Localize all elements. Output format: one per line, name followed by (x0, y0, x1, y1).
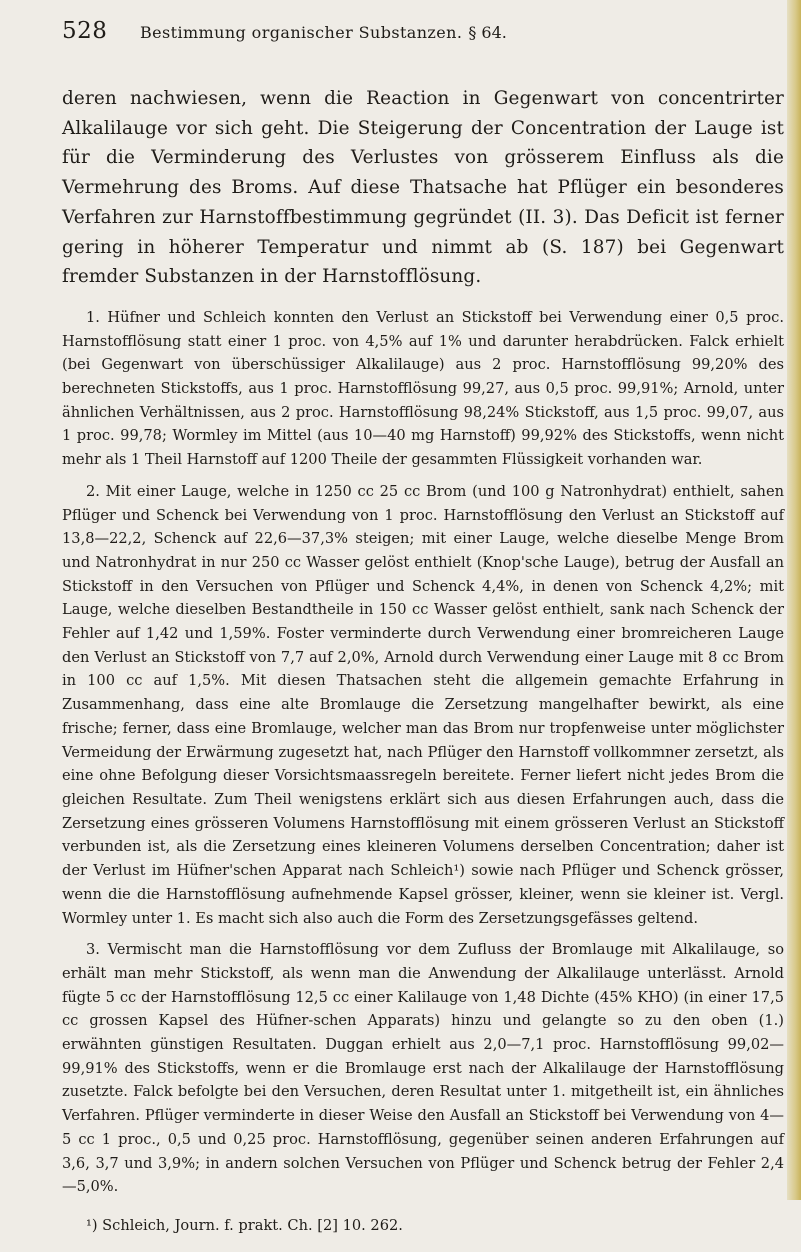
page-edge (787, 0, 801, 1200)
footnote: ¹) Schleich, Journ. f. prakt. Ch. [2] 10. 262. (86, 1216, 403, 1234)
main-paragraph: deren nachwiesen, wenn die Reaction in Gegenwart von concentrirter Alkalilauge vor sich geht. Die Steigerung der Concentration der Lauge ist für die Verminderung des Verlustes von grösserem Einfluss als die Vermehrung des Broms. Auf diese Thatsache hat Pflüger ein besonderes Verfahren zur Harnstoffbestimmung gegründet (II. 3). Das Deficit ist ferner gering in höherer Temperatur und nimmt ab (S. 187) bei Gegenwart fremder Substanzen in der Harnstofflösung. (62, 88, 784, 288)
note-3: 3. Vermischt man die Harnstofflösung vor dem Zufluss der Bromlauge mit Alkalilauge, so erhält man mehr Stickstoff, als wenn man die Anwendung der Alkalilauge unterlässt. Arnold fügte 5 cc der Harnstofflösung 12,5 cc einer Kalilauge von 1,48 Dichte (45% KHO) (in einer 17,5 cc grossen Kapsel des Hüfner-schen Apparats) hinzu und gelangte so zu den oben (1.) erwähnten günstigen Resultaten. Duggan erhielt aus 2,0—7,1 proc. Harnstofflösung 99,02—99,91% des Stickstoffs, wenn er die Bromlauge erst nach der Alkalilauge der Harnstofflösung zusetzte. Falck befolgte bei den Versuchen, deren Resultat unter 1. mitgetheilt ist, ein ähnliches Verfahren. Pflüger verminderte in dieser Weise den Ausfall an Stickstoff bei Verwendung von 4—5 cc 1 proc., 0,5 und 0,25 proc. Harnstofflösung, gegenüber seinen anderen Erfahrungen auf 3,6, 3,7 und 3,9%; in andern solchen Versuchen von Pflüger und Schenck betrug der Fehler 2,4—5,0%. (62, 941, 784, 1196)
note-2: 2. Mit einer Lauge, welche in 1250 cc 25 cc Brom (und 100 g Natronhydrat) enthielt, sahen Pflüger und Schenck bei Verwendung von 1 proc. Harnstofflösung den Verlust an Stickstoff auf 13,8—22,2, Schenck auf 22,6—37,3% steigen; mit einer Lauge, welche dieselbe Menge Brom und Natronhydrat in nur 250 cc Wasser gelöst enthielt (Knop'sche Lauge), betrug der Ausfall an Stickstoff in den Versuchen von Pflüger und Schenck 4,4%, in denen von Schenck 4,2%; mit Lauge, welche dieselben Bestandtheile in 150 cc Wasser gelöst enthielt, sank nach Schenck der Fehler auf 1,42 und 1,59%. Foster verminderte durch Verwendung einer bromreicheren Lauge den Verlust an Stickstoff von 7,7 auf 2,0%, Arnold durch Verwendung einer Lauge mit 8 cc Brom in 100 cc auf 1,5%. Mit diesen Thatsachen steht die allgemein gemachte Erfahrung in Zusammenhang, dass eine alte Bromlauge die Zersetzung mangelhafter bewirkt, als eine frische; ferner, dass eine Bromlauge, welcher man das Brom nur tropfenweise unter möglichster Vermeidung der Erwärmung zugesetzt hat, nach Pflüger den Harnstoff vollkommner zersetzt, als eine ohne Befolgung dieser Vorsichtsmaassregeln bereitete. Ferner liefert nicht jedes Brom die gleichen Resultate. Zum Theil wenigstens erklärt sich aus diesen Erfahrungen auch, dass die Zersetzung eines grösseren Volumens Harnstofflösung mit einem grösseren Verlust an Stickstoff verbunden ist, als die Zersetzung eines kleineren Volumens derselben Concentration; daher ist der Verlust im Hüfner'schen Apparat nach Schleich¹) sowie nach Pflüger und Schenck grösser, wenn die die Harnstofflösung aufnehmende Kapsel grösser, kleiner, wenn sie kleiner ist. Vergl. Wormley unter 1. Es macht sich also auch die Form des Zersetzungsgefässes geltend. (62, 482, 784, 927)
running-head: Bestimmung organischer Substanzen. (140, 23, 463, 42)
page-number: 528 (62, 18, 108, 44)
page-header (62, 18, 784, 58)
section-mark: § 64. (468, 23, 507, 42)
book-page (62, 18, 784, 1252)
note-1: 1. Hüfner und Schleich konnten den Verlust an Stickstoff bei Verwendung einer 0,5 proc. Harnstofflösung statt einer 1 proc. von 4,5% auf 1% und darunter herabdrücken. Falck erhielt (bei Gegenwart von überschüssiger Alkalilauge) aus 2 proc. Harnstofflösung 99,20% des berechneten Stickstoffs, aus 1 proc. Harnstofflösung 99,27, aus 0,5 proc. 99,91%; Arnold, unter ähnlichen Verhältnissen, aus 2 proc. Harnstofflösung 98,24% Stickstoff, aus 1,5 proc. 99,07, aus 1 proc. 99,78; Wormley im Mittel (aus 10—40 mg Harnstoff) 99,92% des Stickstoffs, wenn nicht mehr als 1 Theil Harnstoff auf 1200 Theile der gesammten Flüssigkeit vorhanden war. (62, 308, 784, 469)
